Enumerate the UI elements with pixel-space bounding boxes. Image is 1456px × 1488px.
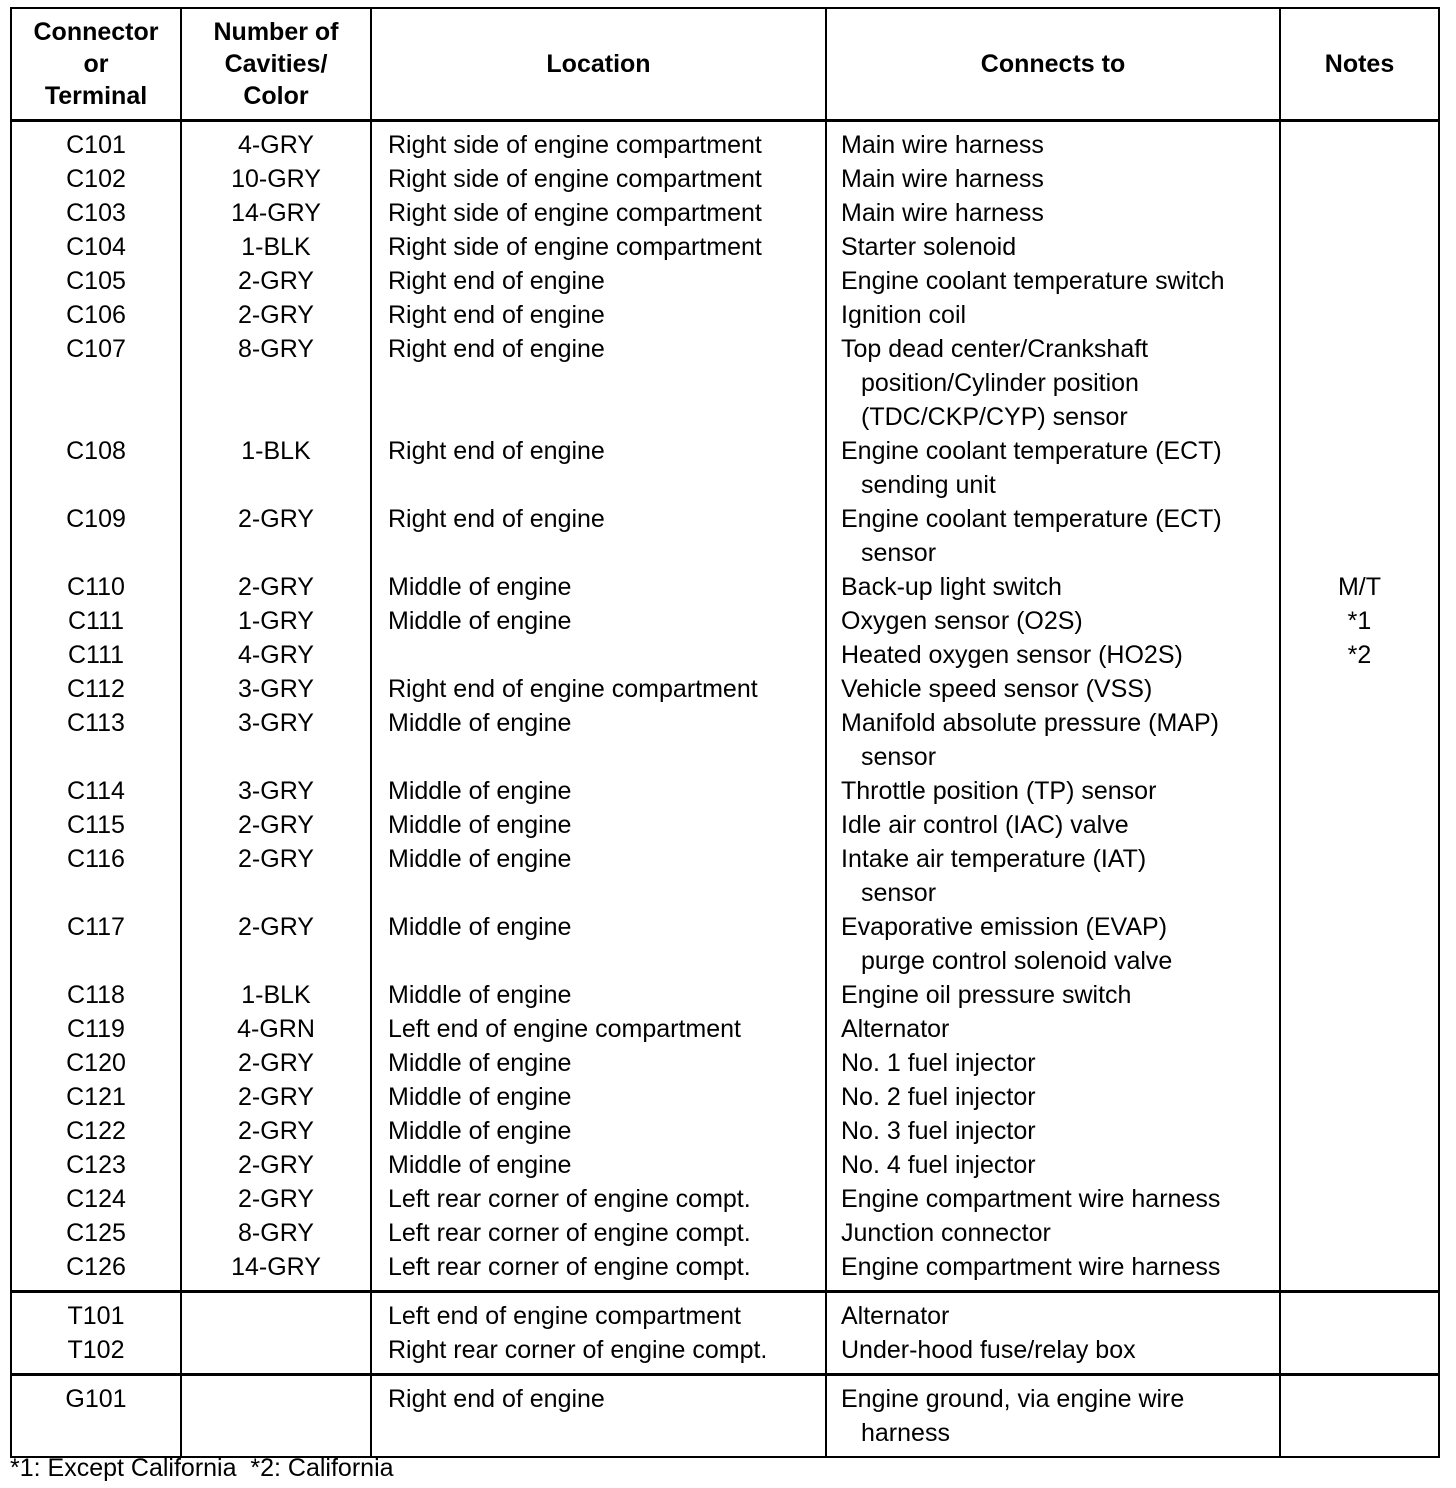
connects-to-line: Manifold absolute pressure (MAP) xyxy=(841,709,1219,737)
location-cell: Middle of engine xyxy=(371,808,826,842)
connects-to-cell xyxy=(826,1250,1280,1292)
table-row xyxy=(11,1114,1439,1148)
cavities-cell: 2-GRY xyxy=(181,502,371,570)
location-cell: Right end of engine xyxy=(371,298,826,332)
cavities-cell: 2-GRY xyxy=(181,1182,371,1216)
location-cell xyxy=(371,638,826,672)
connects-to-line: Starter solenoid xyxy=(841,233,1017,261)
connects-to-line: Top dead center/Crankshaft xyxy=(841,335,1149,363)
connects-to-line: Ignition coil xyxy=(841,301,967,329)
connects-to-line: sensor xyxy=(861,879,937,907)
notes-cell: *1 xyxy=(1280,604,1439,638)
notes-cell xyxy=(1280,196,1439,230)
connects-to-cell xyxy=(826,1046,1280,1080)
connects-to-line: position/Cylinder position xyxy=(861,369,1139,397)
connects-to-cell xyxy=(826,910,1280,978)
notes-cell xyxy=(1280,1114,1439,1148)
table-row xyxy=(11,774,1439,808)
cavities-cell: 8-GRY xyxy=(181,332,371,434)
connects-to-line: Idle air control (IAC) valve xyxy=(841,811,1129,839)
location-cell: Right end of engine xyxy=(371,434,826,502)
location-cell: Right end of engine xyxy=(371,1375,826,1458)
connector-cell: C121 xyxy=(11,1080,181,1114)
connects-to-line: sending unit xyxy=(861,471,996,499)
cavities-cell: 2-GRY xyxy=(181,1046,371,1080)
notes-cell xyxy=(1280,332,1439,434)
cavities-cell: 2-GRY xyxy=(181,808,371,842)
connector-cell: C108 xyxy=(11,434,181,502)
connects-to-line: harness xyxy=(861,1419,950,1447)
connects-to-cell xyxy=(826,1114,1280,1148)
cavities-cell: 2-GRY xyxy=(181,1080,371,1114)
table-row xyxy=(11,672,1439,706)
notes-cell xyxy=(1280,434,1439,502)
notes-cell xyxy=(1280,1012,1439,1046)
connects-to-cell xyxy=(826,1182,1280,1216)
cavities-cell: 10-GRY xyxy=(181,162,371,196)
location-cell: Middle of engine xyxy=(371,570,826,604)
connector-cell: C105 xyxy=(11,264,181,298)
table-row xyxy=(11,1046,1439,1080)
connects-to-line: Back-up light switch xyxy=(841,573,1062,601)
notes-cell xyxy=(1280,774,1439,808)
location-cell: Middle of engine xyxy=(371,842,826,910)
location-cell: Middle of engine xyxy=(371,1114,826,1148)
cavities-cell: 2-GRY xyxy=(181,298,371,332)
table-row xyxy=(11,604,1439,638)
location-cell: Right side of engine compartment xyxy=(371,121,826,163)
header-notes: Notes xyxy=(1280,8,1439,121)
location-cell: Right side of engine compartment xyxy=(371,162,826,196)
table-row xyxy=(11,1333,1439,1375)
location-cell: Left rear corner of engine compt. xyxy=(371,1250,826,1292)
cavities-cell: 2-GRY xyxy=(181,1114,371,1148)
connects-to-line: sensor xyxy=(861,743,937,771)
notes-cell xyxy=(1280,1216,1439,1250)
connects-to-cell xyxy=(826,332,1280,434)
connects-to-line: Intake air temperature (IAT) xyxy=(841,845,1147,873)
connects-to-cell xyxy=(826,1080,1280,1114)
cavities-cell: 3-GRY xyxy=(181,672,371,706)
connects-to-line: Engine coolant temperature switch xyxy=(841,267,1225,295)
header-location: Location xyxy=(371,8,826,121)
header-cavities-line: Color xyxy=(243,82,309,110)
table-group xyxy=(11,121,1439,1292)
connector-cell: C118 xyxy=(11,978,181,1012)
notes-cell xyxy=(1280,502,1439,570)
connects-to-line: Heated oxygen sensor (HO2S) xyxy=(841,641,1183,669)
connector-cell: T102 xyxy=(11,1333,181,1375)
connects-to-line: Vehicle speed sensor (VSS) xyxy=(841,675,1153,703)
table-header xyxy=(11,8,1439,121)
notes-cell xyxy=(1280,1292,1439,1334)
location-cell: Right end of engine xyxy=(371,264,826,298)
connector-cell: C103 xyxy=(11,196,181,230)
connector-cell: C112 xyxy=(11,672,181,706)
connects-to-cell xyxy=(826,1012,1280,1046)
table-row xyxy=(11,910,1439,978)
connects-to-cell xyxy=(826,162,1280,196)
cavities-cell xyxy=(181,1333,371,1375)
notes-cell xyxy=(1280,808,1439,842)
table-row xyxy=(11,230,1439,264)
connects-to-line: Engine compartment wire harness xyxy=(841,1185,1221,1213)
connects-to-cell xyxy=(826,978,1280,1012)
connects-to-line: sensor xyxy=(861,539,937,567)
connector-cell: C124 xyxy=(11,1182,181,1216)
connects-to-cell xyxy=(826,121,1280,163)
connects-to-cell xyxy=(826,196,1280,230)
header-connects-to: Connects to xyxy=(826,8,1280,121)
notes-cell xyxy=(1280,1148,1439,1182)
location-cell: Right end of engine compartment xyxy=(371,672,826,706)
connects-to-line: Evaporative emission (EVAP) xyxy=(841,913,1168,941)
connector-cell: C126 xyxy=(11,1250,181,1292)
connects-to-line: Main wire harness xyxy=(841,199,1044,227)
table-row xyxy=(11,638,1439,672)
connects-to-cell xyxy=(826,434,1280,502)
table-row xyxy=(11,264,1439,298)
connector-cell: C125 xyxy=(11,1216,181,1250)
connects-to-line: Oxygen sensor (O2S) xyxy=(841,607,1083,635)
table-row xyxy=(11,1292,1439,1334)
cavities-cell: 1-BLK xyxy=(181,978,371,1012)
location-cell: Middle of engine xyxy=(371,910,826,978)
connects-to-line: Junction connector xyxy=(841,1219,1051,1247)
notes-cell xyxy=(1280,1080,1439,1114)
cavities-cell: 4-GRN xyxy=(181,1012,371,1046)
header-cavities xyxy=(181,8,371,121)
table-row xyxy=(11,434,1439,502)
connector-cell: C113 xyxy=(11,706,181,774)
location-cell: Left rear corner of engine compt. xyxy=(371,1182,826,1216)
cavities-cell: 1-BLK xyxy=(181,434,371,502)
connector-cell: G101 xyxy=(11,1375,181,1458)
cavities-cell: 2-GRY xyxy=(181,1148,371,1182)
connects-to-cell xyxy=(826,638,1280,672)
connector-location-table-container xyxy=(10,7,1438,1458)
table-row xyxy=(11,502,1439,570)
connects-to-cell xyxy=(826,230,1280,264)
location-cell: Middle of engine xyxy=(371,1080,826,1114)
connects-to-cell xyxy=(826,1375,1280,1458)
connector-cell: C123 xyxy=(11,1148,181,1182)
notes-cell: *2 xyxy=(1280,638,1439,672)
location-cell: Left rear corner of engine compt. xyxy=(371,1216,826,1250)
connects-to-cell xyxy=(826,1148,1280,1182)
header-cavities-line: Number of xyxy=(213,18,339,46)
connector-cell: C122 xyxy=(11,1114,181,1148)
notes-cell xyxy=(1280,1375,1439,1458)
notes-cell xyxy=(1280,162,1439,196)
connector-cell: C117 xyxy=(11,910,181,978)
table-row xyxy=(11,1182,1439,1216)
connects-to-line: No. 4 fuel injector xyxy=(841,1151,1036,1179)
cavities-cell: 1-BLK xyxy=(181,230,371,264)
location-cell: Middle of engine xyxy=(371,1148,826,1182)
connects-to-line: Engine oil pressure switch xyxy=(841,981,1132,1009)
location-cell: Right end of engine xyxy=(371,502,826,570)
connector-cell: C115 xyxy=(11,808,181,842)
header-connector-line: Terminal xyxy=(44,82,148,110)
location-cell: Middle of engine xyxy=(371,604,826,638)
connects-to-line: Main wire harness xyxy=(841,131,1044,159)
cavities-cell: 3-GRY xyxy=(181,774,371,808)
notes-cell xyxy=(1280,842,1439,910)
notes-cell: M/T xyxy=(1280,570,1439,604)
table-row xyxy=(11,1375,1439,1458)
notes-cell xyxy=(1280,121,1439,163)
connects-to-cell xyxy=(826,672,1280,706)
connector-cell: C120 xyxy=(11,1046,181,1080)
footnote: *1: Except California *2: California xyxy=(10,1454,394,1482)
header-connector-line: Connector xyxy=(33,18,159,46)
connects-to-line: Engine ground, via engine wire xyxy=(841,1385,1185,1413)
connects-to-cell xyxy=(826,842,1280,910)
location-cell: Left end of engine compartment xyxy=(371,1012,826,1046)
cavities-cell: 2-GRY xyxy=(181,264,371,298)
connects-to-line: No. 3 fuel injector xyxy=(841,1117,1036,1145)
cavities-cell xyxy=(181,1375,371,1458)
connector-cell: C109 xyxy=(11,502,181,570)
connector-cell: C106 xyxy=(11,298,181,332)
location-cell: Right rear corner of engine compt. xyxy=(371,1333,826,1375)
connects-to-line: Engine compartment wire harness xyxy=(841,1253,1221,1281)
connects-to-line: Throttle position (TP) sensor xyxy=(841,777,1157,805)
connects-to-cell xyxy=(826,1216,1280,1250)
cavities-cell: 2-GRY xyxy=(181,910,371,978)
notes-cell xyxy=(1280,1046,1439,1080)
cavities-cell: 3-GRY xyxy=(181,706,371,774)
cavities-cell: 14-GRY xyxy=(181,1250,371,1292)
table-group xyxy=(11,1292,1439,1375)
header-row xyxy=(11,8,1439,121)
table-row xyxy=(11,842,1439,910)
connects-to-cell xyxy=(826,298,1280,332)
table-row xyxy=(11,1250,1439,1292)
location-cell: Middle of engine xyxy=(371,706,826,774)
table-row xyxy=(11,121,1439,163)
connects-to-cell xyxy=(826,1292,1280,1334)
connects-to-line: (TDC/CKP/CYP) sensor xyxy=(861,403,1128,431)
connects-to-line: Under-hood fuse/relay box xyxy=(841,1336,1136,1364)
connects-to-cell xyxy=(826,604,1280,638)
connector-cell: C102 xyxy=(11,162,181,196)
connects-to-line: Engine coolant temperature (ECT) xyxy=(841,505,1222,533)
connects-to-line: No. 1 fuel injector xyxy=(841,1049,1036,1077)
table-row xyxy=(11,332,1439,434)
location-cell: Middle of engine xyxy=(371,1046,826,1080)
connector-cell: C111 xyxy=(11,638,181,672)
cavities-cell: 2-GRY xyxy=(181,842,371,910)
connector-cell: C110 xyxy=(11,570,181,604)
connector-cell: T101 xyxy=(11,1292,181,1334)
connects-to-cell xyxy=(826,706,1280,774)
notes-cell xyxy=(1280,978,1439,1012)
cavities-cell: 1-GRY xyxy=(181,604,371,638)
location-cell: Right end of engine xyxy=(371,332,826,434)
location-cell: Middle of engine xyxy=(371,978,826,1012)
connector-cell: C119 xyxy=(11,1012,181,1046)
connects-to-cell xyxy=(826,1333,1280,1375)
connects-to-line: Alternator xyxy=(841,1015,950,1043)
notes-cell xyxy=(1280,298,1439,332)
connects-to-line: Engine coolant temperature (ECT) xyxy=(841,437,1222,465)
connector-cell: C114 xyxy=(11,774,181,808)
cavities-cell xyxy=(181,1292,371,1334)
table-row xyxy=(11,298,1439,332)
notes-cell xyxy=(1280,230,1439,264)
table-row xyxy=(11,1148,1439,1182)
cavities-cell: 4-GRY xyxy=(181,121,371,163)
header-cavities-line: Cavities/ xyxy=(224,50,328,78)
notes-cell xyxy=(1280,672,1439,706)
notes-cell xyxy=(1280,706,1439,774)
connector-cell: C104 xyxy=(11,230,181,264)
connects-to-cell xyxy=(826,264,1280,298)
connects-to-cell xyxy=(826,570,1280,604)
connects-to-line: Alternator xyxy=(841,1302,950,1330)
connector-cell: C111 xyxy=(11,604,181,638)
table-row xyxy=(11,570,1439,604)
notes-cell xyxy=(1280,1182,1439,1216)
cavities-cell: 4-GRY xyxy=(181,638,371,672)
connects-to-cell xyxy=(826,502,1280,570)
connects-to-line: Main wire harness xyxy=(841,165,1044,193)
connector-cell: C107 xyxy=(11,332,181,434)
connects-to-line: purge control solenoid valve xyxy=(861,947,1173,975)
notes-cell xyxy=(1280,910,1439,978)
notes-cell xyxy=(1280,1250,1439,1292)
header-connector xyxy=(11,8,181,121)
location-cell: Middle of engine xyxy=(371,774,826,808)
table-row xyxy=(11,1080,1439,1114)
table-group xyxy=(11,1375,1439,1458)
cavities-cell: 8-GRY xyxy=(181,1216,371,1250)
notes-cell xyxy=(1280,1333,1439,1375)
connector-location-table xyxy=(10,7,1440,1458)
cavities-cell: 14-GRY xyxy=(181,196,371,230)
connector-cell: C101 xyxy=(11,121,181,163)
cavities-cell: 2-GRY xyxy=(181,570,371,604)
location-cell: Right side of engine compartment xyxy=(371,196,826,230)
notes-cell xyxy=(1280,264,1439,298)
table-row xyxy=(11,978,1439,1012)
location-cell: Right side of engine compartment xyxy=(371,230,826,264)
connects-to-cell xyxy=(826,808,1280,842)
connector-cell: C116 xyxy=(11,842,181,910)
table-row xyxy=(11,196,1439,230)
connects-to-line: No. 2 fuel injector xyxy=(841,1083,1036,1111)
connects-to-cell xyxy=(826,774,1280,808)
location-cell: Left end of engine compartment xyxy=(371,1292,826,1334)
header-connector-line: or xyxy=(83,50,109,78)
table-row xyxy=(11,808,1439,842)
table-row xyxy=(11,1012,1439,1046)
table-row xyxy=(11,162,1439,196)
table-row xyxy=(11,706,1439,774)
table-row xyxy=(11,1216,1439,1250)
